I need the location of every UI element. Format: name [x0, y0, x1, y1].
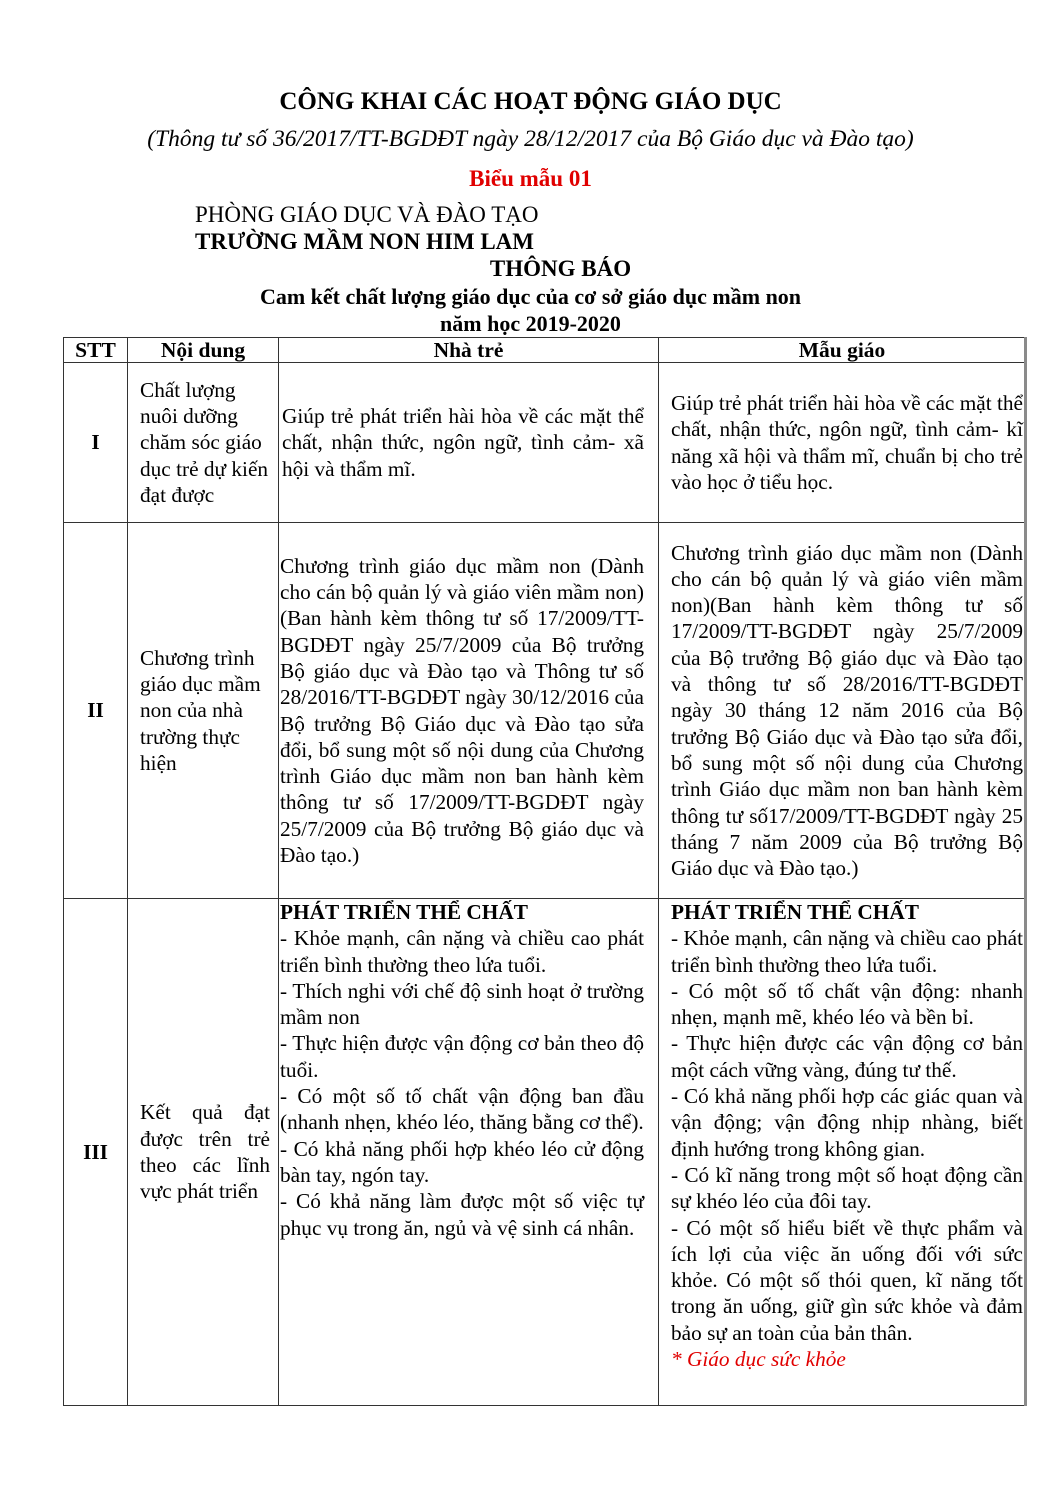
- table-row: [64, 363, 1026, 523]
- form-label: Biểu mẫu 01: [469, 166, 592, 191]
- school-name: TRƯỜNG MẦM NON HIM LAM: [195, 229, 534, 254]
- kindergarten-item: - Khỏe mạnh, cân nặng và chiều cao phát triển bình thường theo lứa tuổi.: [671, 926, 1023, 977]
- row-content: Kết quả đạt được trên trẻ theo các lĩnh vực phát triển: [128, 899, 279, 1406]
- kindergarten-cell: [659, 899, 1026, 1406]
- kindergarten-cell: Chương trình giáo dục mầm non (Dành cho cán bộ quản lý và giáo viên mầm non)(Ban hành kèm thông tư số 17/2009/TT-BGDĐT ngày 25/7/2009 của Bộ trưởng Bộ giáo dục và Đào tạo và thông tư số 28/2016/TT-BGDĐT ngày 30 tháng 12 năm 2016 của Bộ trưởng Bộ Giáo dục và Đào tạo sửa đổi, bổ sung một số nội dung của Chương trình Giáo dục mầm non ban hành kèm thông tư số17/2009/TT-BGDĐT ngày 25 tháng 7 năm 2009 của Bộ trưởng Bộ Giáo dục và Đào tạo.): [659, 523, 1026, 899]
- notice-heading: THÔNG BÁO: [489, 256, 632, 281]
- quality-commitment-table: [63, 337, 1026, 1406]
- nursery-item: - Có một số tố chất vận động ban đầu (nhanh nhẹn, khéo léo, thăng bằng cơ thể).: [280, 1084, 644, 1135]
- row-number: III: [64, 899, 128, 1406]
- kindergarten-item: - Có kĩ năng trong một số hoạt động cần sự khéo léo của đôi tay.: [671, 1162, 1023, 1214]
- kindergarten-item: - Có một số hiểu biết về thực phẩm và ích lợi của việc ăn uống đối với sức khỏe. Có một số thói quen, kĩ năng tốt trong ăn uống, giữ gìn sức khỏe và đảm bảo sự an toàn của bản thân.: [671, 1215, 1023, 1345]
- document-title: CÔNG KHAI CÁC HOẠT ĐỘNG GIÁO DỤC: [279, 88, 782, 115]
- row-number: II: [64, 523, 128, 899]
- department-name: PHÒNG GIÁO DỤC VÀ ĐÀO TẠO: [195, 202, 539, 227]
- nursery-item: - Có khả năng làm được một số việc tự phục vụ trong ăn, ngủ và vệ sinh cá nhân.: [280, 1189, 644, 1240]
- nursery-item: - Thực hiện được vận động cơ bản theo độ tuổi.: [280, 1031, 644, 1082]
- nursery-cell: Giúp trẻ phát triển hài hòa về các mặt thể chất, nhận thức, ngôn ngữ, tình cảm- xã hội và thẩm mĩ.: [279, 363, 659, 523]
- nursery-item: - Khỏe mạnh, cân nặng và chiều cao phát triển bình thường theo lứa tuổi.: [280, 926, 644, 977]
- column-header-kindergarten: Mẫu giáo: [659, 338, 1026, 363]
- column-header-content: Nội dung: [128, 338, 279, 363]
- row-number: I: [64, 363, 128, 523]
- table-row: [64, 523, 1026, 899]
- commitment-heading: Cam kết chất lượng giáo dục của cơ sở giáo dục mầm non: [259, 284, 802, 309]
- nursery-section-heading: PHÁT TRIỂN THỂ CHẤT: [280, 900, 528, 924]
- column-header-nursery: Nhà trẻ: [279, 338, 659, 363]
- column-header-stt: STT: [64, 338, 128, 363]
- nursery-item: - Có khả năng phối hợp khéo léo cử động bàn tay, ngón tay.: [280, 1136, 644, 1187]
- nursery-cell: Chương trình giáo dục mầm non (Dành cho cán bộ quản lý và giáo viên mầm non) (Ban hành kèm thông tư số 17/2009/TT-BGDĐT ngày 25/7/2009 của Bộ trưởng Bộ giáo dục và Đào tạo và Thông tư số 28/2016/TT-BGDĐT ngày 30/12/2016 của Bộ trưởng Bộ Giáo dục và Đào tạo sửa đổi, bổ sung một số nội dung của Chương trình Giáo dục mầm non ban hành kèm thông tư số 17/2009/TT-BGDĐT ngày 25/7/2009 của Bộ trưởng Bộ giáo dục và Đào tạo.): [279, 523, 659, 899]
- kindergarten-item: - Có khả năng phối hợp các giác quan và vận động; vận động nhịp nhàng, biết định hướng trong không gian.: [671, 1084, 1023, 1161]
- page-edge-shadow: [1024, 337, 1027, 1406]
- document-subtitle: (Thông tư số 36/2017/TT-BGDĐT ngày 28/12/2017 của Bộ Giáo dục và Đào tạo): [147, 126, 914, 152]
- nursery-item: - Thích nghi với chế độ sinh hoạt ở trường mầm non: [280, 978, 644, 1030]
- kindergarten-item: - Thực hiện được các vận động cơ bản một cách vững vàng, đúng tư thế.: [671, 1031, 1023, 1082]
- row-content: Chất lượng nuôi dưỡng chăm sóc giáo dục trẻ dự kiến đạt được: [128, 363, 279, 523]
- row-content: Chương trình giáo dục mầm non của nhà trường thực hiện: [128, 523, 279, 899]
- table-row: [64, 899, 1026, 1406]
- kindergarten-section-heading: PHÁT TRIỂN THỂ CHẤT: [671, 900, 919, 924]
- kindergarten-cell: Giúp trẻ phát triển hài hòa về các mặt thể chất, nhận thức, ngôn ngữ, tình cảm- kĩ năng xã hội và thẩm mĩ, chuẩn bị cho trẻ vào học ở tiểu học.: [659, 363, 1026, 523]
- nursery-cell: [279, 899, 659, 1406]
- health-education-note: * Giáo dục sức khỏe: [671, 1347, 846, 1372]
- kindergarten-item: - Có một số tố chất vận động: nhanh nhẹn, mạnh mẽ, khéo léo và bền bỉ.: [671, 978, 1023, 1030]
- table-header-row: [64, 338, 1026, 363]
- school-year: năm học 2019-2020: [440, 311, 621, 336]
